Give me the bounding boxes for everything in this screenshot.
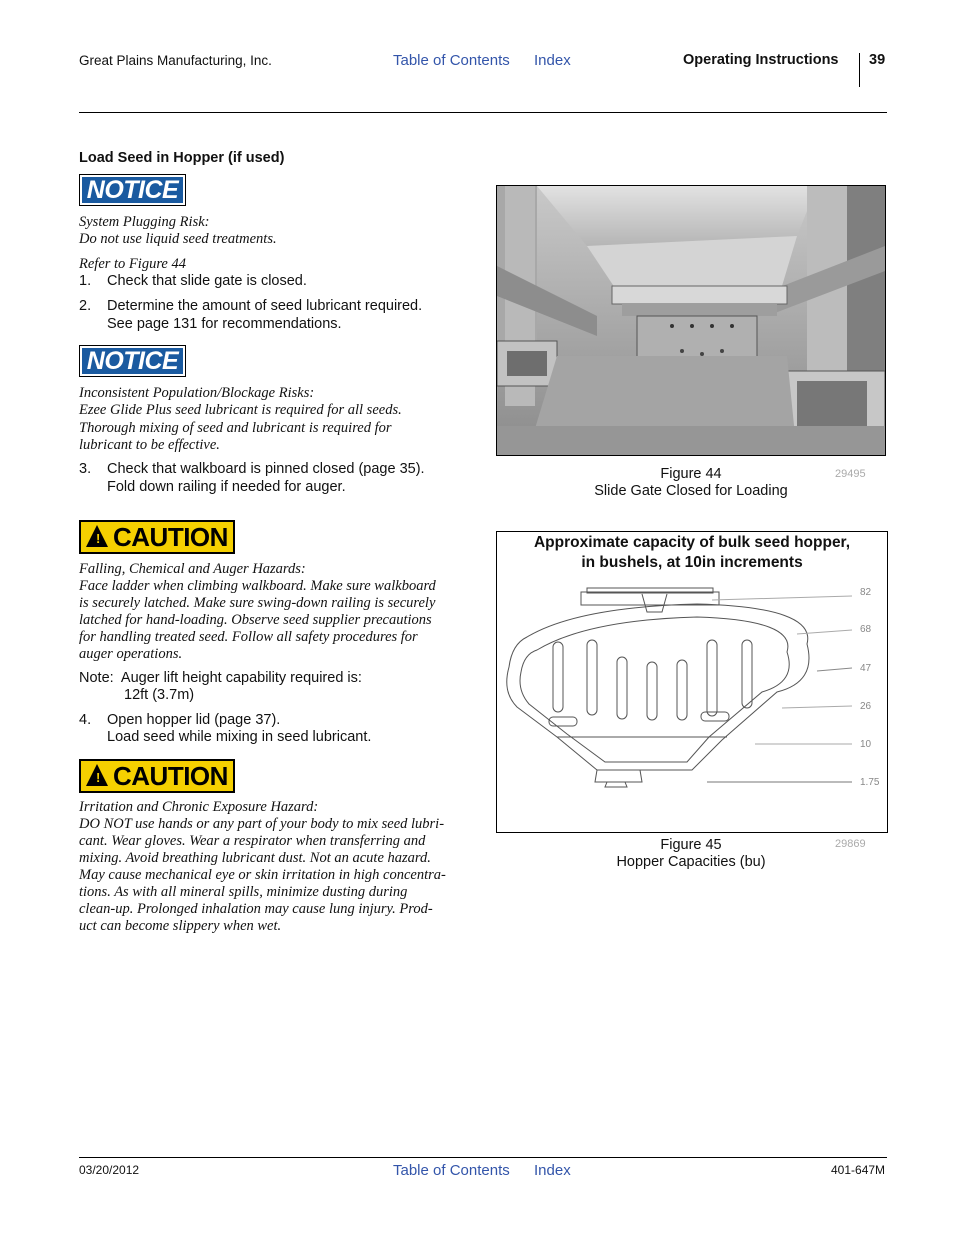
caution1-line-3: latched for hand-loading. Observe seed supplier precautions	[79, 612, 432, 628]
notice1-title: System Plugging Risk:	[79, 214, 210, 230]
step-2-line-2: See page 131 for recommendations.	[107, 316, 342, 332]
figure-45-title-line-1: Approximate capacity of bulk seed hopper,	[533, 534, 851, 551]
hopper-capacity-diagram	[497, 582, 887, 832]
notice2-line-3: lubricant to be effective.	[79, 437, 220, 453]
caution2-line-3: mixing. Avoid breathing lubricant dust. Not an acute hazard.	[79, 850, 431, 866]
caution2-line-5: tions. As with all mineral spills, minimize dusting during	[79, 884, 408, 900]
caution2-line-7: uct can become slippery when wet.	[79, 918, 282, 934]
caution1-line-4: for handling treated seed. Follow all safety procedures for	[79, 629, 418, 645]
caution-badge-1: ! CAUTION	[79, 520, 235, 554]
level-label-10: 10	[860, 739, 872, 750]
footer-date: 03/20/2012	[79, 1163, 140, 1177]
caution1-line-2: is securely latched. Make sure swing-down railing is securely	[79, 595, 436, 611]
step-2-line-1: Determine the amount of seed lubricant required.	[107, 298, 423, 314]
note-line-1: Note: Auger lift height capability required is:	[79, 670, 362, 686]
level-label-26: 26	[860, 701, 872, 712]
caution2-line-1: DO NOT use hands or any part of your body to mix seed lubri-	[79, 816, 445, 832]
notice1-body: Do not use liquid seed treatments.	[79, 231, 277, 247]
toc-link-footer[interactable]: Table of Contents	[393, 1162, 510, 1179]
figure-45-title-line-2: in bushels, at 10in increments	[581, 554, 803, 571]
figure-45-box	[496, 531, 888, 833]
level-label-1-75: 1.75	[860, 777, 880, 788]
refer-figure-44: Refer to Figure 44	[79, 256, 186, 272]
step-1-number: 1.	[79, 273, 92, 289]
caution-badge-label: CAUTION	[113, 761, 228, 791]
company-name: Great Plains Manufacturing, Inc.	[79, 53, 272, 68]
step-4-line-2: Load seed while mixing in seed lubricant.	[107, 729, 372, 745]
figure-44-photo	[496, 185, 886, 456]
page-number: 39	[869, 52, 886, 68]
figure-44-caption: Slide Gate Closed for Loading	[594, 483, 788, 499]
notice-badge-label: NOTICE	[82, 348, 183, 374]
step-1-text: Check that slide gate is closed.	[107, 273, 307, 289]
header-rule	[79, 112, 887, 113]
notice2-line-1: Ezee Glide Plus seed lubricant is required for all seeds.	[79, 402, 402, 418]
note-line-2: 12ft (3.7m)	[124, 687, 195, 703]
caution1-title: Falling, Chemical and Auger Hazards:	[79, 561, 306, 577]
figure-45-caption: Hopper Capacities (bu)	[616, 854, 766, 870]
step-3-number: 3.	[79, 461, 92, 477]
caution2-title: Irritation and Chronic Exposure Hazard:	[79, 799, 319, 815]
caution1-line-1: Face ladder when climbing walkboard. Make sure walkboard	[79, 578, 436, 594]
caution-badge-2: ! CAUTION	[79, 759, 235, 793]
slide-gate-photo-illustration	[497, 186, 885, 455]
toc-link-header[interactable]: Table of Contents	[393, 52, 510, 69]
notice-badge-1	[79, 174, 186, 206]
footer-doc-number: 401-647M	[831, 1163, 886, 1177]
step-4-line-1: Open hopper lid (page 37).	[107, 712, 281, 728]
index-link-footer[interactable]: Index	[534, 1162, 571, 1179]
caution2-line-4: May cause mechanical eye or skin irritation in high concentra-	[79, 867, 446, 883]
section-title: Load Seed in Hopper (if used)	[79, 150, 285, 166]
caution2-line-2: cant. Wear gloves. Wear a respirator when transferring and	[79, 833, 426, 849]
level-label-47: 47	[860, 663, 872, 674]
notice-badge-2	[79, 345, 186, 377]
level-label-82: 82	[860, 587, 872, 598]
step-4-number: 4.	[79, 712, 92, 728]
figure-45-id: 29869	[835, 838, 866, 850]
notice-badge-label: NOTICE	[82, 177, 183, 203]
notice2-line-2: Thorough mixing of seed and lubricant is required for	[79, 420, 392, 436]
figure-44-id: 29495	[835, 468, 866, 480]
header-divider	[859, 53, 860, 87]
caution2-line-6: clean-up. Prolonged inhalation may cause lung injury. Prod-	[79, 901, 433, 917]
caution1-line-5: auger operations.	[79, 646, 183, 662]
notice2-title: Inconsistent Population/Blockage Risks:	[79, 385, 315, 401]
index-link-header[interactable]: Index	[534, 52, 571, 69]
step-3-line-2: Fold down railing if needed for auger.	[107, 479, 346, 495]
footer-rule	[79, 1157, 887, 1158]
step-3-line-1: Check that walkboard is pinned closed (page 35).	[107, 461, 425, 477]
section-header: Operating Instructions	[683, 52, 839, 68]
level-label-68: 68	[860, 624, 872, 635]
figure-45-label: Figure 45	[660, 837, 722, 853]
caution-badge-label: CAUTION	[113, 522, 228, 552]
step-2-number: 2.	[79, 298, 92, 314]
figure-44-label: Figure 44	[660, 466, 722, 482]
